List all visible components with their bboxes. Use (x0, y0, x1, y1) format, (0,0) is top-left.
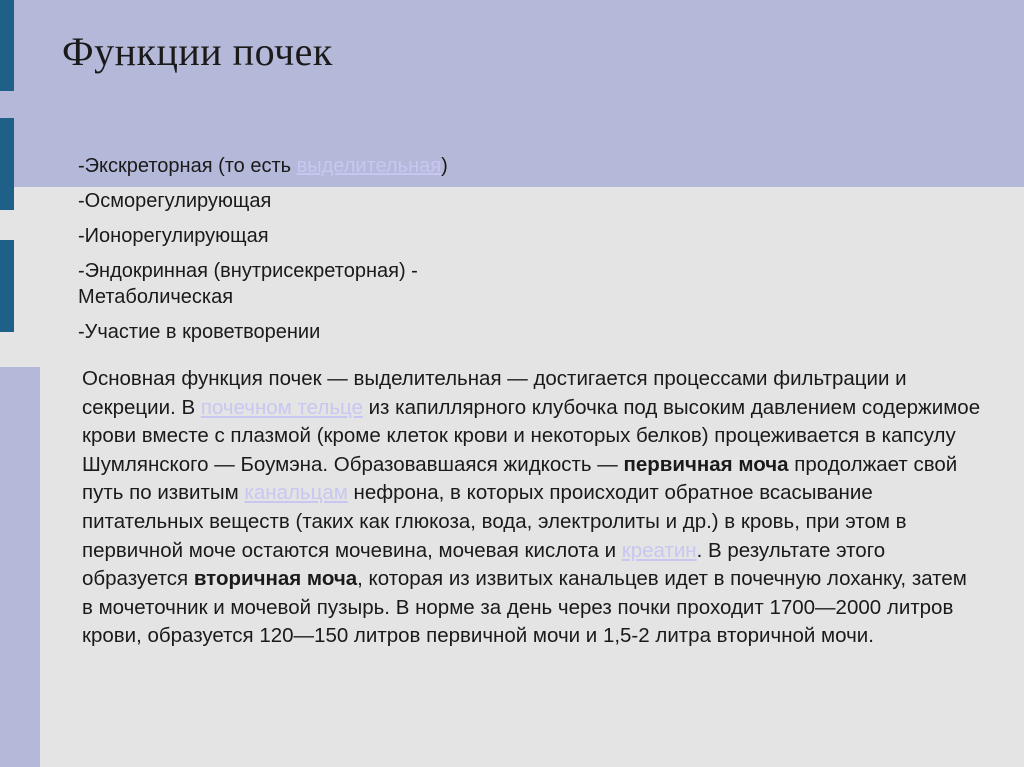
accent-bar-middle (0, 118, 14, 210)
function-item-endocrine-line1: -Эндокринная (внутрисекреторная) - (78, 260, 418, 282)
slide-title: Функции почек (62, 29, 333, 74)
function-item-ionoregulating: -Ионорегулирующая (78, 225, 269, 247)
paragraph-text-2: из капиллярного клубочка под высоким давлением содержимое крови вместе с плазмой (кроме клеток крови и некоторых белков) процеживается в капсулу Шумлянского — Боумэна. Образовавшаяся жидкость — (82, 395, 981, 476)
function-item-osmoregulating: -Осморегулирующая (78, 190, 272, 212)
accent-bar-top (0, 0, 14, 91)
function-item-hematopoiesis: -Участие в кроветворении (78, 321, 321, 343)
function-item-endocrine (78, 258, 638, 310)
accent-bar-bottom (0, 240, 14, 332)
functions-list (78, 153, 638, 345)
link-creatine[interactable]: креатин (621, 538, 697, 562)
paragraph-text-3: продолжает свой путь по извитым (82, 452, 958, 505)
paragraph-text-4: нефрона, в которых происходит обратное всасывание питательных веществ (таких как глюкоза, вода, электролиты и др.) в кровь, при этом в первичной моче остаются мочевина, мочевая кислота и (82, 481, 907, 562)
term-primary-urine: первичная моча (623, 452, 789, 476)
term-secondary-urine: вторичная моча (193, 567, 358, 591)
function-item-excretory-suffix: ) (441, 155, 448, 177)
main-paragraph (82, 365, 982, 651)
paragraph-text-5: . В результате этого образуется (82, 538, 886, 591)
function-item-excretory-text: -Экскреторная (то есть (78, 155, 297, 177)
link-tubules[interactable]: канальцам (244, 481, 348, 505)
function-item-endocrine-line2: Метаболическая (78, 286, 234, 308)
paragraph-text-6: , которая из извитых канальцев идет в почечную лоханку, затем в мочеточник и мочевой пузырь. В норме за день через почки проходит 1700—2000 литров крови, образуется 120—150 литров первичной мочи и 1,5-2 литра вторичной мочи. (82, 567, 967, 648)
paragraph-text-1: Основная функция почек — выделительная — достигается процессами фильтрации и секреции. В (82, 367, 907, 419)
function-item-excretory (78, 153, 638, 179)
link-renal-corpuscle[interactable]: почечном тельце (200, 395, 363, 419)
link-excretory[interactable]: выделительная (296, 155, 442, 177)
